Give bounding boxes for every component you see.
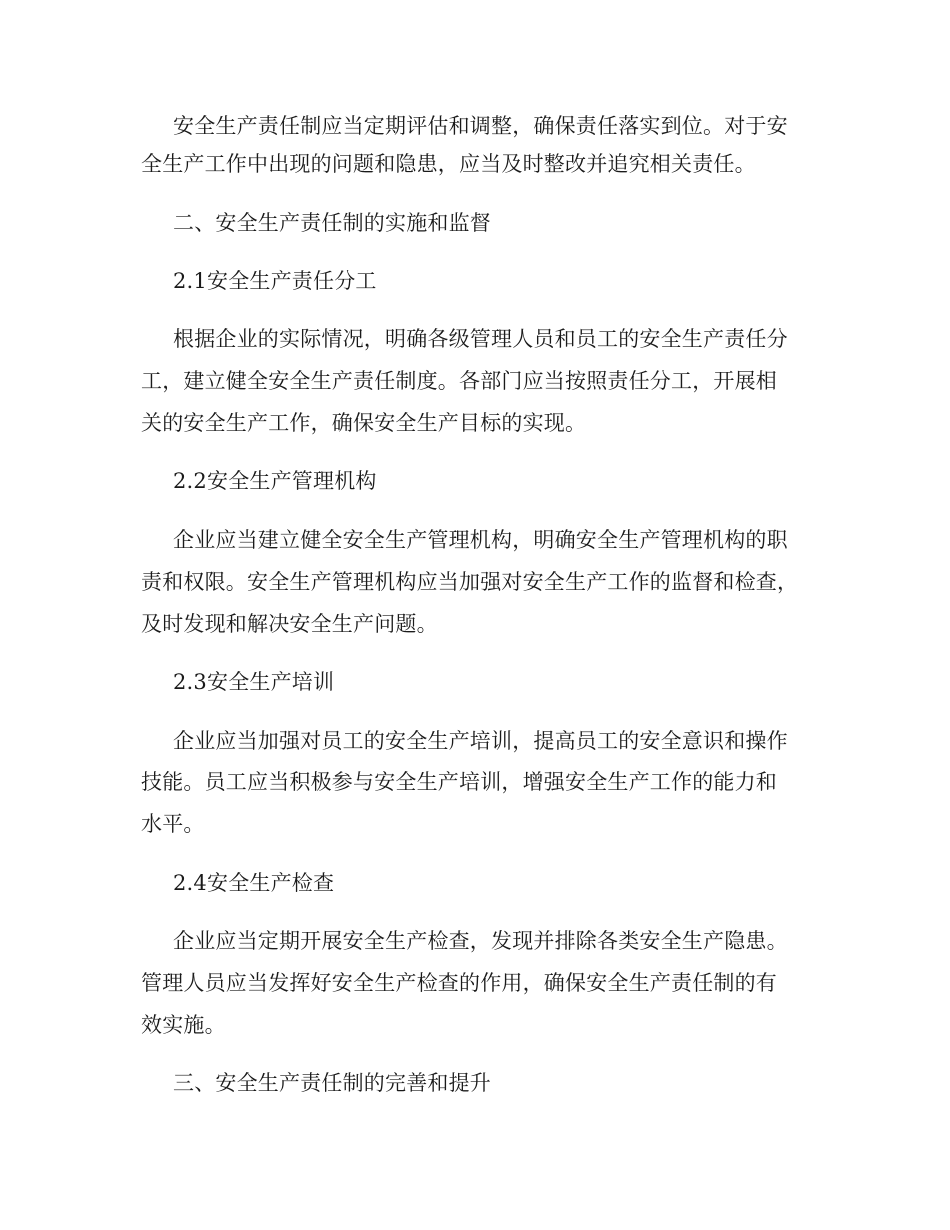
- paragraph-2-3-line-1: 企业应当加强对员工的安全生产培训，提高员工的安全意识和操作: [173, 729, 788, 753]
- paragraph-2-1-line-3: 关的安全生产工作，确保安全生产目标的实现。: [141, 411, 587, 435]
- paragraph-2-4-line-2: 管理人员应当发挥好安全生产检查的作用，确保安全生产责任制的有: [141, 971, 777, 995]
- paragraph-2-2-line-3: 及时发现和解决安全生产问题。: [141, 612, 438, 636]
- subheading-2-3: 2.3安全生产培训: [173, 670, 335, 694]
- paragraph-2-1-line-2: 工，建立健全安全生产责任制度。各部门应当按照责任分工，开展相: [141, 369, 777, 393]
- subheading-2-1: 2.1安全生产责任分工: [173, 269, 377, 293]
- paragraph-1-line-2: 全生产工作中出现的问题和隐患，应当及时整改并追究相关责任。: [141, 152, 756, 176]
- paragraph-2-2-line-1: 企业应当建立健全安全生产管理机构，明确安全生产管理机构的职: [173, 528, 788, 552]
- paragraph-1-line-1: 安全生产责任制应当定期评估和调整，确保责任落实到位。对于安: [173, 114, 788, 138]
- paragraph-2-1-line-1: 根据企业的实际情况，明确各级管理人员和员工的安全生产责任分: [173, 327, 788, 351]
- section-heading-3: 三、安全生产责任制的完善和提升: [173, 1071, 491, 1095]
- subheading-2-4: 2.4安全生产检查: [173, 871, 335, 895]
- subheading-2-2: 2.2安全生产管理机构: [173, 469, 377, 493]
- section-heading-2: 二、安全生产责任制的实施和监督: [173, 211, 491, 235]
- paragraph-2-2-line-2: 责和权限。安全生产管理机构应当加强对安全生产工作的监督和检查，: [141, 570, 799, 594]
- paragraph-2-3-line-2: 技能。员工应当积极参与安全生产培训，增强安全生产工作的能力和: [141, 770, 777, 794]
- paragraph-2-3-line-3: 水平。: [141, 812, 205, 836]
- paragraph-2-4-line-3: 效实施。: [141, 1013, 226, 1037]
- paragraph-2-4-line-1: 企业应当定期开展安全生产检查，发现并排除各类安全生产隐患。: [173, 929, 788, 953]
